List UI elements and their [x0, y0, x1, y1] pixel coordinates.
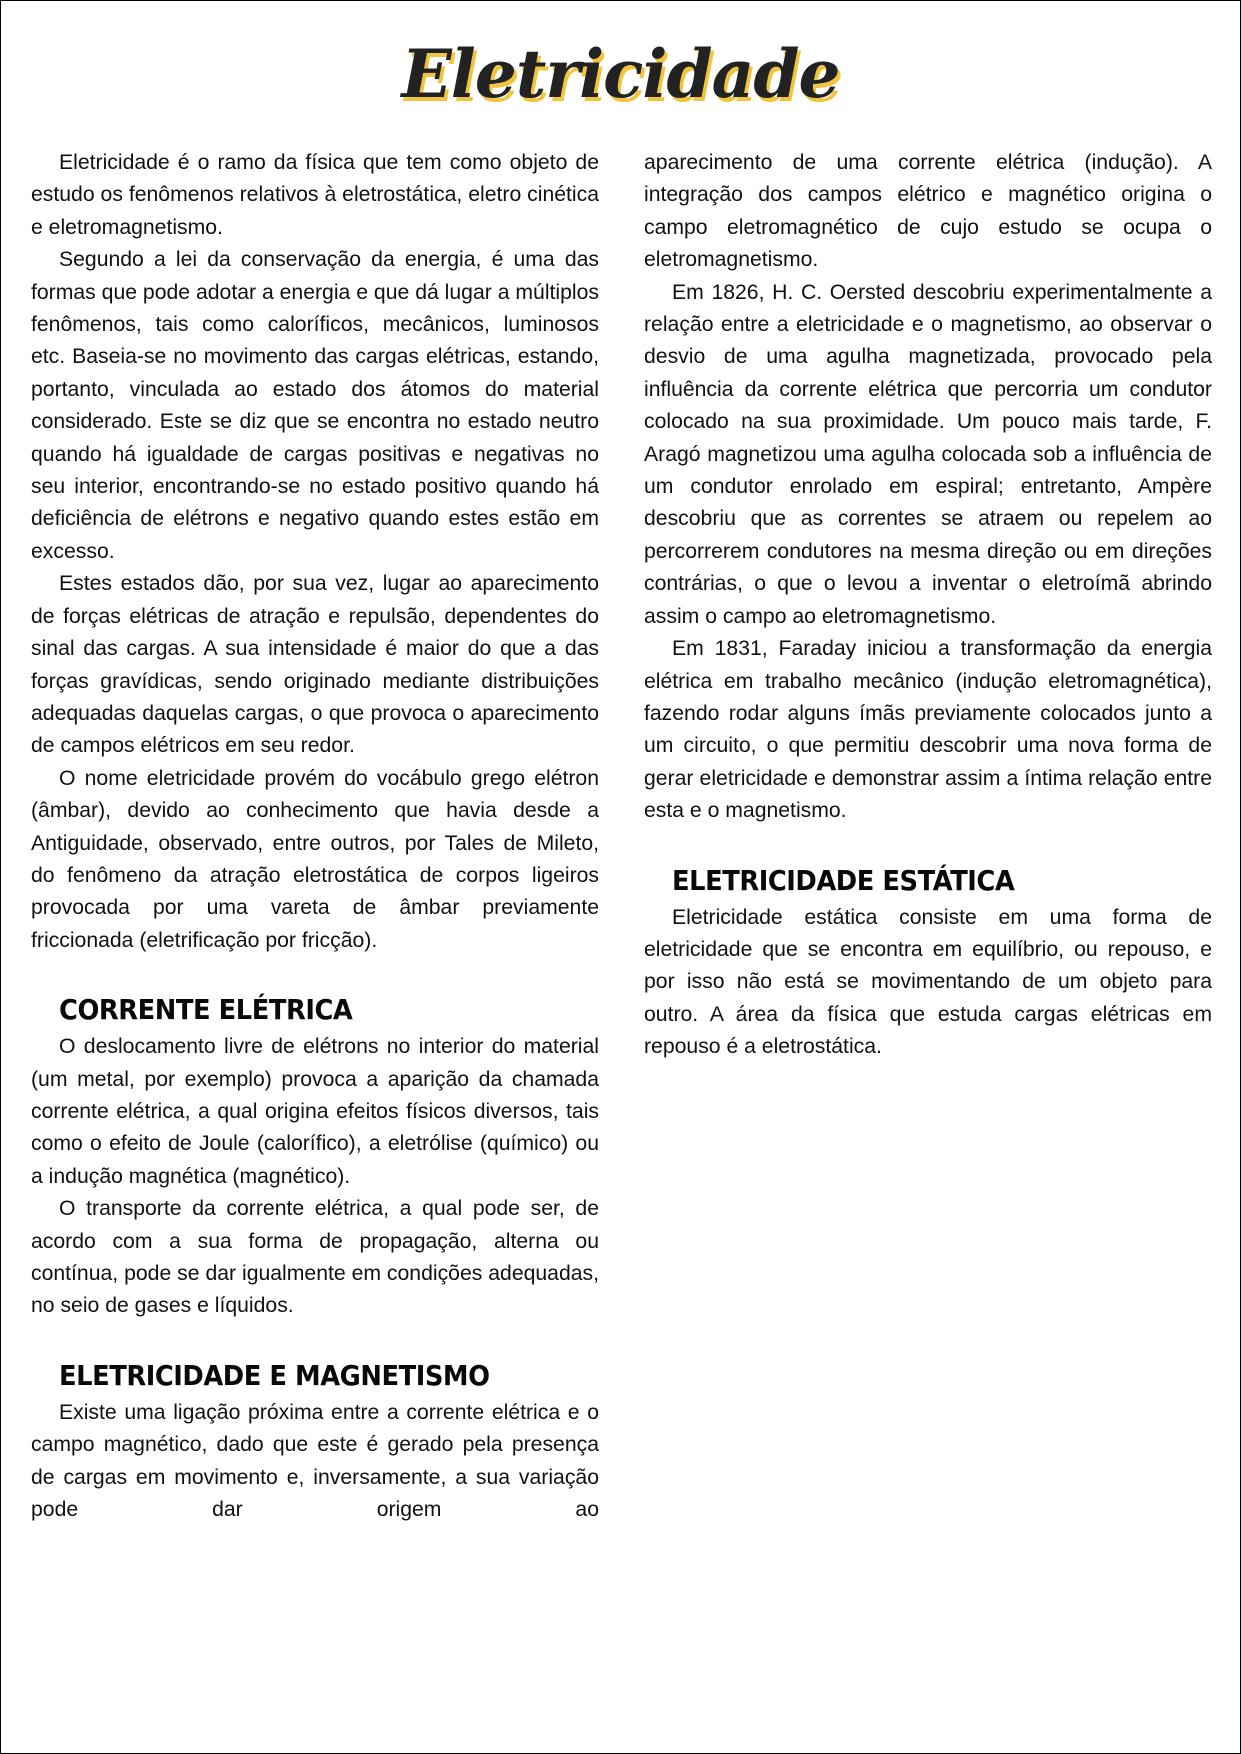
section-heading-eletricidade-estatica: ELETRICIDADE ESTÁTICA	[672, 863, 1015, 897]
intro-paragraph-1: Eletricidade é o ramo da física que tem como objeto de estudo os fenômenos relativos à eletrostática, eletro cinética e eletromagnetismo.	[31, 151, 599, 239]
corrente-paragraph-2: O transporte da corrente elétrica, a qual pode ser, de acordo com a sua forma de propagação, alterna ou contínua, pode se dar igualmente em condições adequadas, no seio de gases e líquidos.	[31, 1197, 599, 1318]
magnetismo-paragraph-1-continued: aparecimento de uma corrente elétrica (indução). A integração dos campos elétrico e magnético origina o campo eletromagnético de cujo estudo se ocupa o eletromagnetismo.	[644, 151, 1212, 272]
left-column	[31, 147, 599, 1526]
intro-paragraph-4: O nome eletricidade provém do vocábulo grego elétron (âmbar), devido ao conhecimento que havia desde a Antiguidade, observado, entre outros, por Tales de Mileto, do fenômeno da atração eletrostática de corpos ligeiros provocada por uma vareta de âmbar previamente friccionada (eletrificação por fricção).	[31, 766, 599, 952]
intro-paragraph-3: Estes estados dão, por sua vez, lugar ao aparecimento de forças elétricas de atração e repulsão, dependentes do sinal das cargas. A sua intensidade é maior do que a das forças gravídicas, sendo originado mediante distribuições adequadas daquelas cargas, o que provoca o aparecimento de campos elétricos em seu redor.	[31, 572, 599, 758]
corrente-paragraph-1: O deslocamento livre de elétrons no interior do material (um metal, por exemplo) provoca a aparição da chamada corrente elétrica, a qual origina efeitos físicos diversos, tais como o efeito de Joule (calorífico), a eletrólise (químico) ou a indução magnética (magnético).	[31, 1035, 599, 1188]
page-title: Eletricidade	[401, 35, 840, 113]
intro-paragraph-2: Segundo a lei da conservação da energia, é uma das formas que pode adotar a energia e que dá lugar a múltiplos fenômenos, tais como caloríficos, mecânicos, luminosos etc. Baseia-se no movimento das cargas elétricas, estando, portanto, vinculada ao estado dos átomos do material considerado. Este se diz que se encontra no estado neutro quando há igualdade de cargas positivas e negativas no seu interior, encontrando-se no estado positivo quando há deficiência de elétrons e negativo quando estes estão em excesso.	[31, 248, 599, 563]
magnetismo-paragraph-1: Existe uma ligação próxima entre a corrente elétrica e o campo magnético, dado que este é gerado pela presença de cargas em movimento e, inversamente, a sua variação pode dar origem ao	[31, 1400, 599, 1522]
section-heading-eletricidade-magnetismo: ELETRICIDADE E MAGNETISMO	[59, 1358, 490, 1392]
magnetismo-paragraph-3: Em 1831, Faraday iniciou a transformação da energia elétrica em trabalho mecânico (indução eletromagnética), fazendo rodar alguns ímãs previamente colocados junto a um circuito, o que permitiu descobrir uma nova forma de gerar eletricidade e demonstrar assim a íntima relação entre esta e o magnetismo.	[644, 637, 1212, 823]
magnetismo-paragraph-2: Em 1826, H. C. Oersted descobriu experimentalmente a relação entre a eletricidade e o magnetismo, ao observar o desvio de uma agulha magnetizada, provocado pela influência da corrente elétrica que percorria um condutor colocado na sua proximidade. Um pouco mais tarde, F. Aragó magnetizou uma agulha colocada sob a influência de um condutor enrolado em espiral; entretanto, Ampère descobriu que as correntes se atraem ou repelem ao percorrerem condutores na mesma direção ou em direções contrárias, o que o levou a inventar o eletroímã abrindo assim o campo ao eletromagnetismo.	[644, 280, 1212, 628]
right-column	[644, 147, 1212, 1064]
estatica-paragraph-1: Eletricidade estática consiste em uma forma de eletricidade que se encontra em equilíbrio, ou repouso, e por isso não está se movimentando de um objeto para outro. A área da física que estuda cargas elétricas em repouso é a eletrostática.	[644, 905, 1212, 1059]
section-heading-corrente-eletrica: CORRENTE ELÉTRICA	[59, 993, 353, 1027]
